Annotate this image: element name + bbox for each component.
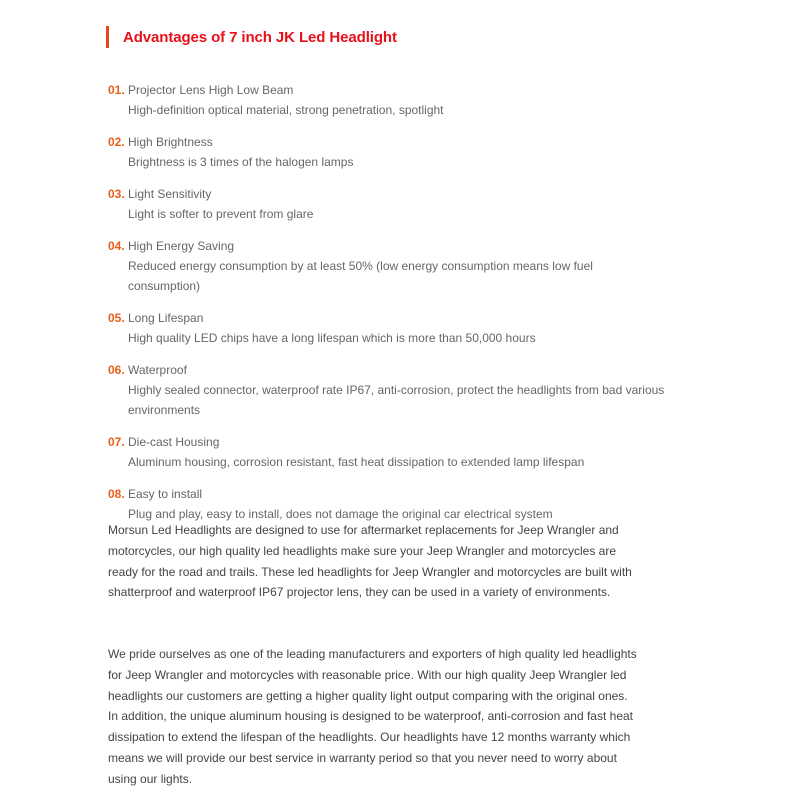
list-item (108, 432, 668, 472)
list-item (108, 80, 668, 120)
feature-number: 02. (108, 135, 125, 149)
heading-accent-bar (106, 26, 109, 48)
feature-description: Brightness is 3 times of the halogen lamps (128, 155, 354, 169)
feature-number: 07. (108, 435, 125, 449)
feature-number: 05. (108, 311, 125, 325)
feature-number: 08. (108, 487, 125, 501)
list-item (108, 484, 668, 524)
section-heading (106, 25, 397, 49)
feature-number: 04. (108, 239, 125, 253)
feature-number: 03. (108, 187, 125, 201)
feature-title: Long Lifespan (128, 311, 204, 325)
list-item (108, 236, 668, 296)
section-title: Advantages of 7 inch JK Led Headlight (123, 28, 397, 46)
feature-title: High Energy Saving (128, 239, 235, 253)
feature-description: High-definition optical material, strong penetration, spotlight (128, 103, 444, 117)
list-item (108, 132, 668, 172)
list-item (108, 308, 668, 348)
feature-description: Plug and play, easy to install, does not damage the original car electrical system (128, 507, 553, 521)
feature-title: High Brightness (128, 135, 213, 149)
intro-paragraph: Morsun Led Headlights are designed to use for aftermarket replacements for Jeep Wrangler and motorcycles, our high quality led headlights make sure your Jeep Wrangler and motorcycles are ready for the road and trails. These led headlights for Jeep Wrangler and motorcycles are built with shatterproof and waterproof IP67 projector lens, they can be used in a variety of environments. (108, 523, 632, 600)
feature-list (108, 80, 668, 536)
feature-title: Light Sensitivity (128, 187, 212, 201)
feature-number: 06. (108, 363, 125, 377)
feature-title: Projector Lens High Low Beam (128, 83, 294, 97)
feature-title: Waterproof (128, 363, 187, 377)
feature-title: Easy to install (128, 487, 203, 501)
feature-title: Die-cast Housing (128, 435, 220, 449)
feature-number: 01. (108, 83, 125, 97)
about-paragraph: We pride ourselves as one of the leading manufacturers and exporters of high quality led headlights for Jeep Wrangler and motorcycles with reasonable price. With our high quality Jeep Wrangler led headlights our customers are getting a higher quality light output comparing with the original ones. In addition, the unique aluminum housing is designed to be waterproof, anti-corrosion and fast heat dissipation to extend the lifespan of the headlights. Our headlights have 12 months warranty which means we will provide our best service in warranty period so that you never need to worry about using our lights. (108, 647, 637, 786)
feature-description: High quality LED chips have a long lifespan which is more than 50,000 hours (128, 331, 536, 345)
feature-description: Light is softer to prevent from glare (128, 207, 314, 221)
list-item (108, 360, 668, 420)
feature-description: Highly sealed connector, waterproof rate IP67, anti-corrosion, protect the headlights from bad various environments (128, 383, 665, 417)
list-item (108, 184, 668, 224)
feature-description: Aluminum housing, corrosion resistant, fast heat dissipation to extended lamp lifespan (128, 455, 585, 469)
feature-description: Reduced energy consumption by at least 50% (low energy consumption means low fuel consumption) (128, 259, 593, 293)
